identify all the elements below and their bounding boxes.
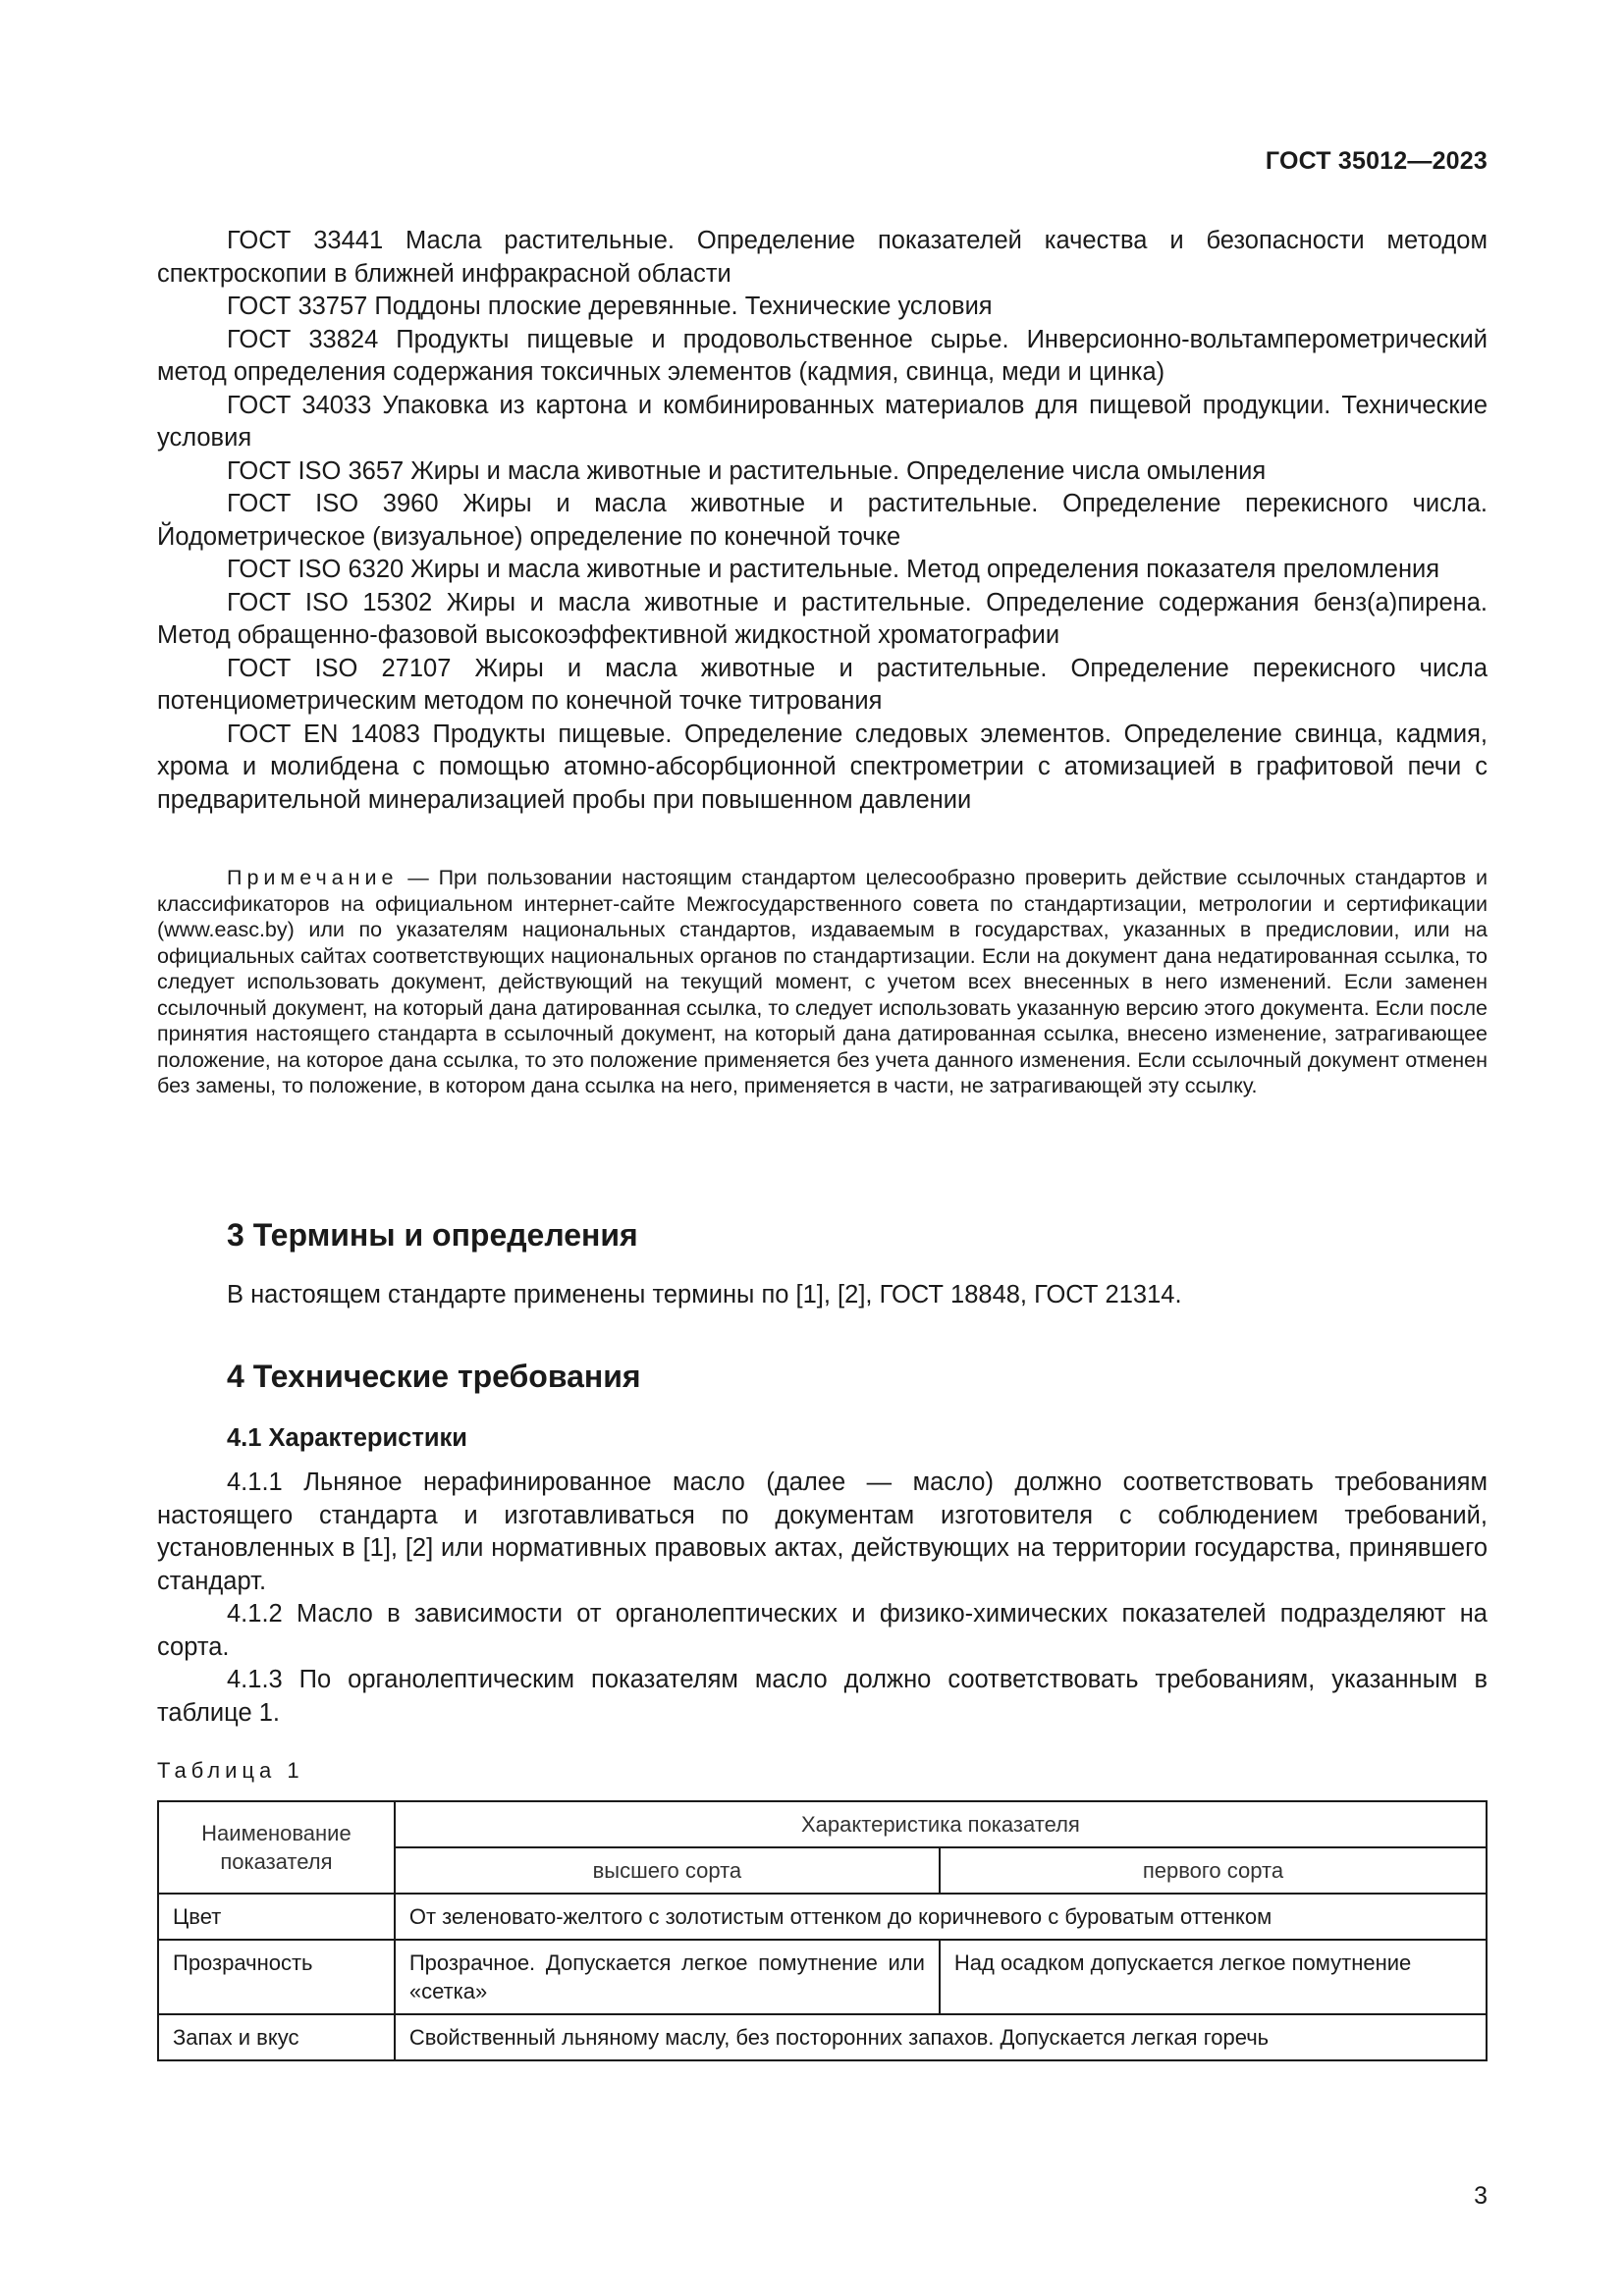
row-value-smell-taste: Свойственный льняному маслу, без посторонних запахов. Допускается легкая горечь bbox=[395, 2014, 1487, 2060]
row-name-smell-taste: Запах и вкус bbox=[158, 2014, 395, 2060]
header-first-grade: первого сорта bbox=[940, 1847, 1487, 1894]
note-paragraph bbox=[157, 865, 1488, 1099]
page-number: 3 bbox=[1474, 2182, 1488, 2210]
section-3-paragraph: В настоящем стандарте применены термины по [1], [2], ГОСТ 18848, ГОСТ 21314. bbox=[227, 1281, 1182, 1308]
organoleptic-table bbox=[157, 1800, 1488, 2061]
section-4-body bbox=[157, 1467, 1488, 1730]
section-4-heading: 4 Технические требования bbox=[227, 1359, 641, 1394]
row-value-color: От зеленовато-желтого с золотистым оттенком до коричневого с буроватым оттенком bbox=[395, 1894, 1487, 1940]
clause-4-1-1: 4.1.1 Льняное нерафинированное масло (далее — масло) должно соответствовать требованиям настоящего стандарта и изготавливаться по документам изготовителя с соблюдением требований, установленных в [1], [2] или нормативных правовых актах, действующих на территории государства, принявшего стандарт. bbox=[157, 1468, 1488, 1595]
reference-item: ГОСТ EN 14083 Продукты пищевые. Определение следовых элементов. Определение свинца, кадмия, хрома и молибдена с помощью атомно-абсорбционной спектрометрии с атомизацией в графитовой печи с предварительной минерализацией пробы при повышенном давлении bbox=[157, 720, 1488, 814]
row-value-transparency-top: Прозрачное. Допускается легкое помутнение или «сетка» bbox=[395, 1940, 940, 2014]
reference-item: ГОСТ ISO 6320 Жиры и масла животные и растительные. Метод определения показателя преломления bbox=[227, 556, 1440, 583]
clause-4-1-2: 4.1.2 Масло в зависимости от органолептических и физико-химических показателей подразделяют на сорта. bbox=[157, 1600, 1488, 1661]
header-indicator-name: Наименование показателя bbox=[158, 1801, 395, 1894]
reference-item: ГОСТ 33441 Масла растительные. Определение показателей качества и безопасности методом спектроскопии в ближней инфракрасной области bbox=[157, 227, 1488, 288]
reference-item: ГОСТ ISO 3657 Жиры и масла животные и растительные. Определение числа омыления bbox=[227, 456, 1267, 485]
header-top-grade: высшего сорта bbox=[395, 1847, 940, 1894]
table-row bbox=[158, 2014, 1487, 2060]
table-header-row bbox=[158, 1801, 1487, 1847]
note-label: Примечание bbox=[227, 866, 399, 889]
section-3-text bbox=[157, 1279, 1488, 1312]
note-text: — При пользовании настоящим стандартом целесообразно проверить действие ссылочных стандартов и классификаторов на официальном интернет-сайте Межгосударственного совета по стандартизации, метрологии и сертификации (www.easc.by) или по указателям национальных стандартов, издаваемым в государствах, указанных в предисловии, или на официальных сайтах соответствующих национальных органов по стандартизации. Если на документ дана недатированная ссылка, то следует использовать документ, действующий на текущий момент, с учетом всех внесенных в него изменений. Если заменен ссылочный документ, на который дана датированная ссылка, то следует использовать указанную версию этого документа. Если после принятия настоящего стандарта в ссылочный документ, на который дана датированная ссылка, внесено изменение, затрагивающее положение, на которое дана ссылка, то это положение применяется без учета данного изменения. Если ссылочный документ отменен без замены, то положение, в котором дана ссылка на него, применяется в части, не затрагивающей эту ссылку. bbox=[157, 866, 1488, 1097]
reference-item: ГОСТ 33824 Продукты пищевые и продовольственное сырье. Инверсионно-вольтамперометрический метод определения содержания токсичных элементов (кадмия, свинца, меди и цинка) bbox=[157, 325, 1488, 386]
header-characteristic: Характеристика показателя bbox=[395, 1801, 1487, 1847]
row-name-color: Цвет bbox=[158, 1894, 395, 1940]
table-row bbox=[158, 1940, 1487, 2014]
reference-item: ГОСТ ISO 15302 Жиры и масла животные и растительные. Определение содержания бенз(а)пирена. Метод обращенно-фазовой высокоэффективной жидкостной хроматографии bbox=[157, 588, 1488, 649]
reference-item: ГОСТ 33757 Поддоны плоские деревянные. Технические условия bbox=[227, 293, 993, 320]
row-name-transparency: Прозрачность bbox=[158, 1940, 395, 2014]
document-id-header: ГОСТ 35012—2023 bbox=[1265, 147, 1488, 175]
subsection-4-1-heading: 4.1 Характеристики bbox=[227, 1424, 467, 1452]
reference-item: ГОСТ 34033 Упаковка из картона и комбинированных материалов для пищевой продукции. Технические условия bbox=[157, 391, 1488, 452]
reference-item: ГОСТ ISO 3960 Жиры и масла животные и растительные. Определение перекисного числа. Йодометрическое (визуальное) определение по конечной точке bbox=[157, 490, 1488, 551]
section-3-heading: 3 Термины и определения bbox=[227, 1217, 638, 1253]
table-label: Таблица 1 bbox=[157, 1758, 304, 1783]
note-block bbox=[157, 865, 1488, 1099]
reference-item: ГОСТ ISO 27107 Жиры и масла животные и растительные. Определение перекисного числа потенциометрическим методом по конечной точке титрования bbox=[157, 654, 1488, 715]
clause-4-1-3: 4.1.3 По органолептическим показателям масло должно соответствовать требованиям, указанным в таблице 1. bbox=[157, 1666, 1488, 1727]
table-row bbox=[158, 1894, 1487, 1940]
row-value-transparency-first: Над осадком допускается легкое помутнение bbox=[940, 1940, 1487, 2014]
normative-references-list bbox=[157, 225, 1488, 817]
